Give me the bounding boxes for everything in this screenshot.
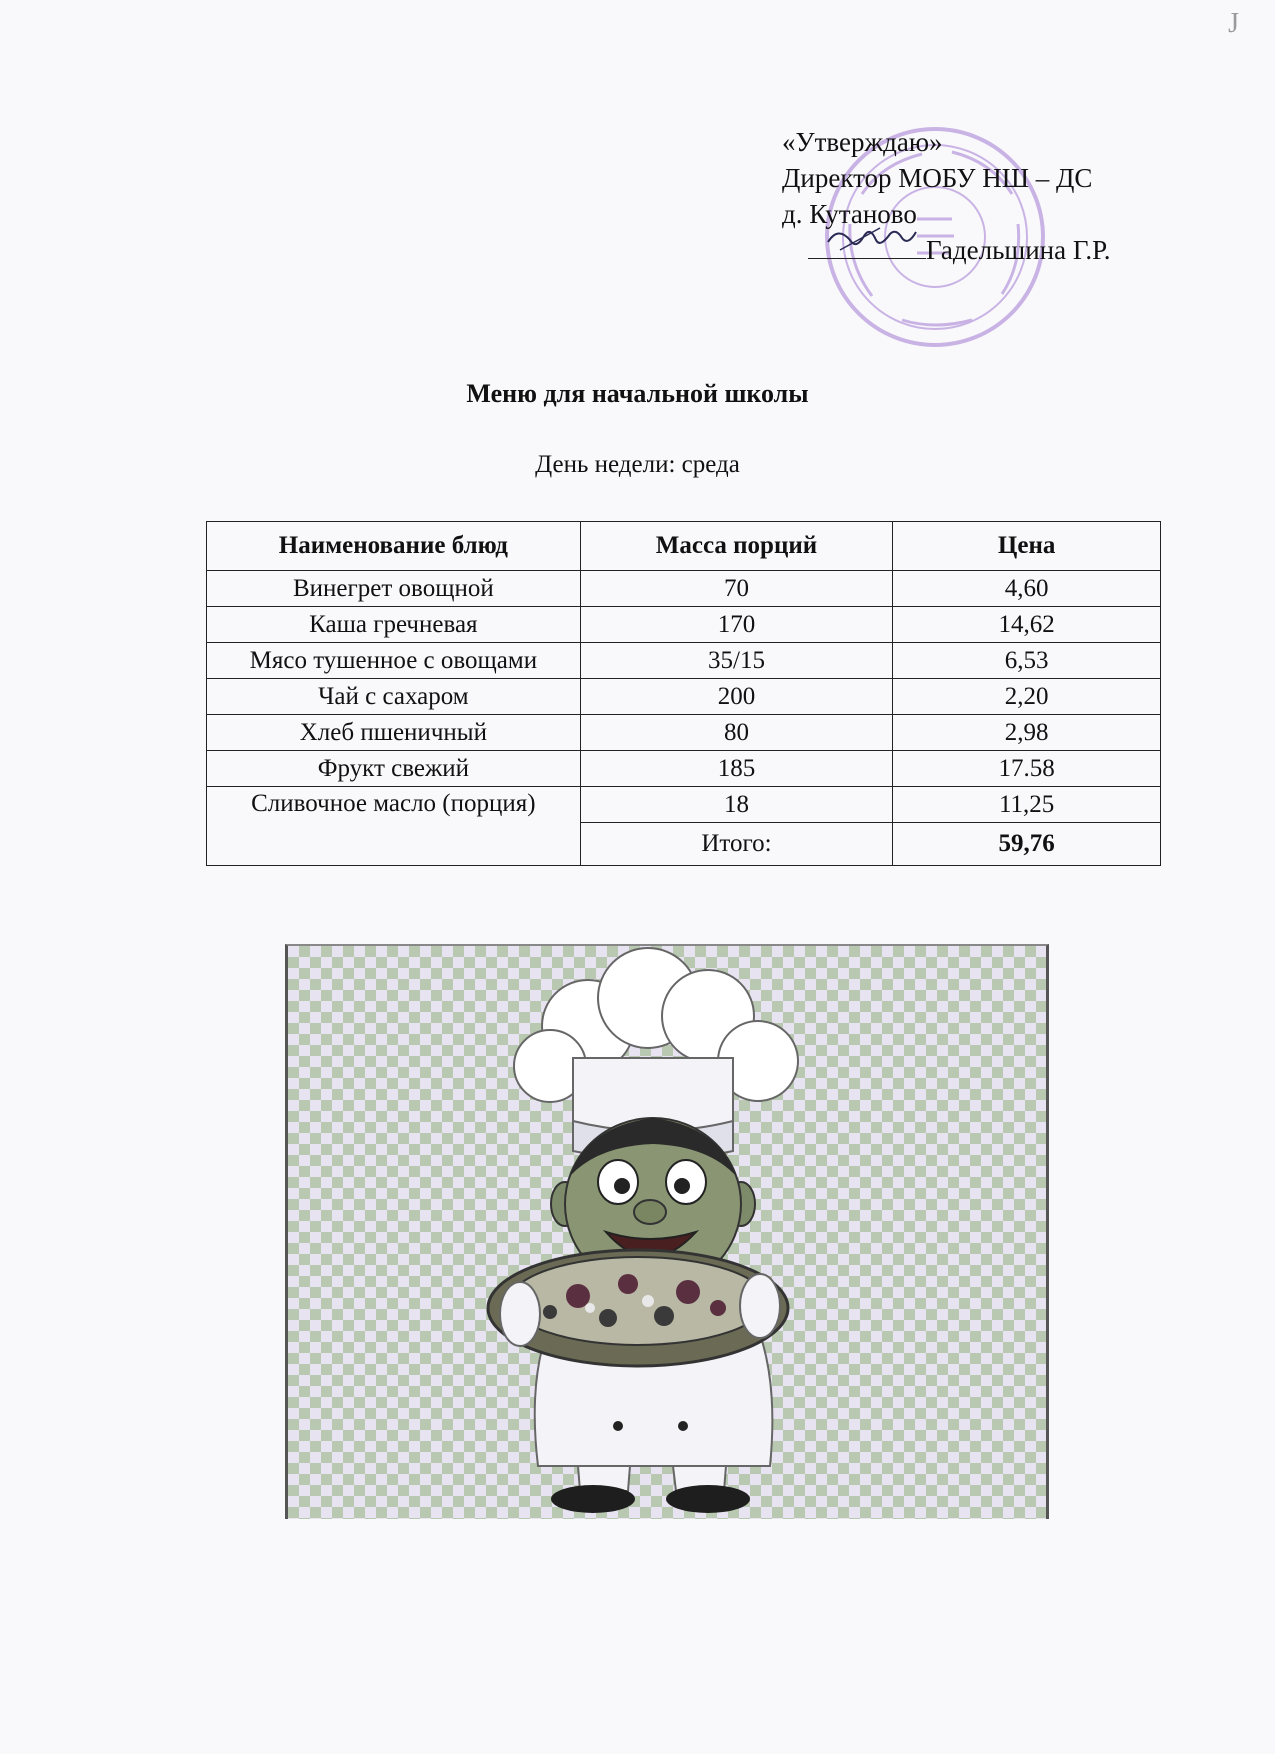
dish-mass: 18 (580, 787, 893, 823)
approval-signature-line (782, 232, 1111, 268)
dish-mass: 35/15 (580, 643, 893, 679)
dish-price: 2,98 (893, 715, 1161, 751)
chef-illustration-panel (285, 944, 1049, 1519)
dish-name: Каша гречневая (207, 607, 581, 643)
table-row (207, 751, 1161, 787)
table-row (207, 571, 1161, 607)
header-dish-name: Наименование блюд (207, 522, 581, 571)
header-price: Цена (893, 522, 1161, 571)
dish-price: 11,25 (893, 787, 1161, 823)
dish-name: Фрукт свежий (207, 751, 581, 787)
dish-mass: 185 (580, 751, 893, 787)
table-row (207, 643, 1161, 679)
dish-price: 17.58 (893, 751, 1161, 787)
total-value: 59,76 (893, 823, 1161, 866)
table-header-row (207, 522, 1161, 571)
chef-illustration (288, 946, 1046, 1519)
signature-underline (808, 234, 926, 259)
dish-mass: 80 (580, 715, 893, 751)
approval-location: д. Кутаново (782, 199, 917, 229)
menu-table (206, 521, 1161, 866)
handwritten-signature (820, 220, 920, 260)
approval-block (782, 124, 1111, 268)
dish-price: 2,20 (893, 679, 1161, 715)
dish-price: 6,53 (893, 643, 1161, 679)
dish-name: Сливочное масло (порция) (207, 787, 581, 866)
dish-mass: 200 (580, 679, 893, 715)
day-of-week: День недели: среда (535, 451, 740, 478)
table-row (207, 679, 1161, 715)
dish-name: Чай с сахаром (207, 679, 581, 715)
table-row (207, 715, 1161, 751)
dish-name: Мясо тушенное с овощами (207, 643, 581, 679)
approval-heading: «Утверждаю» (782, 127, 943, 157)
dish-name: Хлеб пшеничный (207, 715, 581, 751)
table-row (207, 787, 1161, 823)
dish-mass: 170 (580, 607, 893, 643)
header-portion-mass: Масса порций (580, 522, 893, 571)
approval-position: Директор МОБУ НШ – ДС (782, 163, 1093, 193)
signer-name: Гадельшина Г.Р. (926, 235, 1111, 265)
chef-shoe-left (551, 1485, 635, 1513)
dish-price: 14,62 (893, 607, 1161, 643)
page-corner-mark: J (1228, 8, 1239, 39)
dish-name: Винегрет овощной (207, 571, 581, 607)
chef-shoe-right (666, 1485, 750, 1513)
dish-price: 4,60 (893, 571, 1161, 607)
total-label: Итого: (580, 823, 893, 866)
table-row (207, 607, 1161, 643)
page-title: Меню для начальной школы (466, 379, 809, 408)
dish-mass: 70 (580, 571, 893, 607)
